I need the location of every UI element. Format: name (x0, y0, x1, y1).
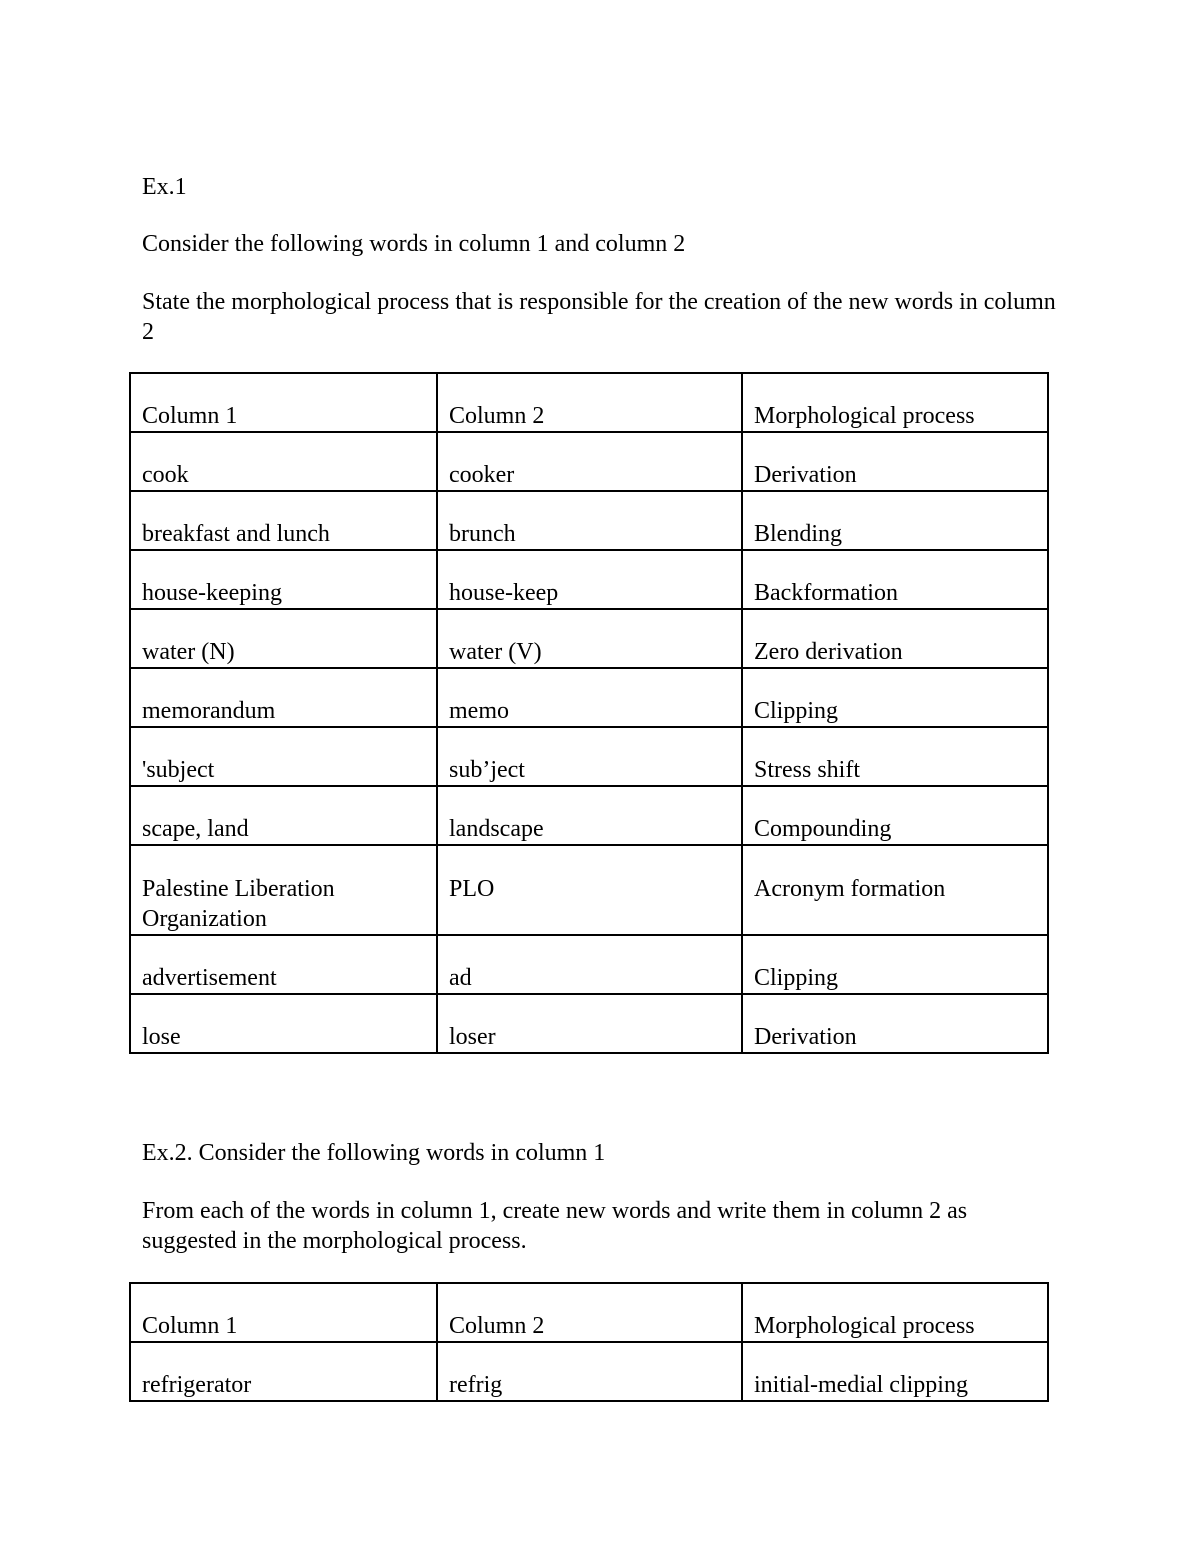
table-cell: advertisement (130, 935, 437, 994)
table-cell: Derivation (742, 994, 1048, 1053)
table-row (130, 550, 1048, 609)
table-cell: Zero derivation (742, 609, 1048, 668)
table-cell: landscape (437, 786, 742, 845)
table-cell: 'subject (130, 727, 437, 786)
header-cell: Column 1 (130, 1283, 437, 1342)
table-cell: Palestine Liberation Organization (130, 845, 437, 935)
table-cell: PLO (437, 845, 742, 935)
table-cell: initial-medial clipping (742, 1342, 1048, 1401)
ex2-table (129, 1282, 1049, 1402)
table-cell: water (V) (437, 609, 742, 668)
table-row (130, 845, 1048, 935)
table-cell: refrigerator (130, 1342, 437, 1401)
table-cell: sub’ject (437, 727, 742, 786)
table-row (130, 609, 1048, 668)
table-cell: brunch (437, 491, 742, 550)
table-cell: Clipping (742, 935, 1048, 994)
table-row (130, 786, 1048, 845)
header-cell: Morphological process (742, 373, 1048, 432)
table-cell: Compounding (742, 786, 1048, 845)
table-cell: breakfast and lunch (130, 491, 437, 550)
table-cell: ad (437, 935, 742, 994)
table-cell: memo (437, 668, 742, 727)
header-cell: Column 2 (437, 1283, 742, 1342)
ex1-table (129, 372, 1049, 1054)
table-row (130, 668, 1048, 727)
table-header-row (130, 373, 1048, 432)
header-cell: Column 2 (437, 373, 742, 432)
table-row (130, 1342, 1048, 1401)
table-cell: Acronym formation (742, 845, 1048, 935)
header-cell: Column 1 (130, 373, 437, 432)
table-cell: Backformation (742, 550, 1048, 609)
table-header-row (130, 1283, 1048, 1342)
table-cell: cook (130, 432, 437, 491)
ex2-heading: Ex.2. Consider the following words in column 1 (142, 1140, 606, 1166)
table-row (130, 432, 1048, 491)
table-row (130, 935, 1048, 994)
table-cell: Derivation (742, 432, 1048, 491)
header-cell: Morphological process (742, 1283, 1048, 1342)
ex2-instruction: From each of the words in column 1, create new words and write them in column 2 as suggested in the morphological process. (142, 1198, 974, 1254)
table-cell: Stress shift (742, 727, 1048, 786)
table-cell: lose (130, 994, 437, 1053)
table-cell: house-keeping (130, 550, 437, 609)
table-row (130, 994, 1048, 1053)
table-cell: loser (437, 994, 742, 1053)
ex1-intro: Consider the following words in column 1 and column 2 (142, 231, 686, 257)
table-cell: water (N) (130, 609, 437, 668)
table-cell: Blending (742, 491, 1048, 550)
table-cell: cooker (437, 432, 742, 491)
ex1-instruction: State the morphological process that is responsible for the creation of the new words in column 2 (142, 289, 1062, 345)
table-cell: Clipping (742, 668, 1048, 727)
table-cell: house-keep (437, 550, 742, 609)
table-cell: refrig (437, 1342, 742, 1401)
table-cell: memorandum (130, 668, 437, 727)
table-cell: scape, land (130, 786, 437, 845)
ex1-heading: Ex.1 (142, 174, 187, 200)
table-row (130, 727, 1048, 786)
table-row (130, 491, 1048, 550)
